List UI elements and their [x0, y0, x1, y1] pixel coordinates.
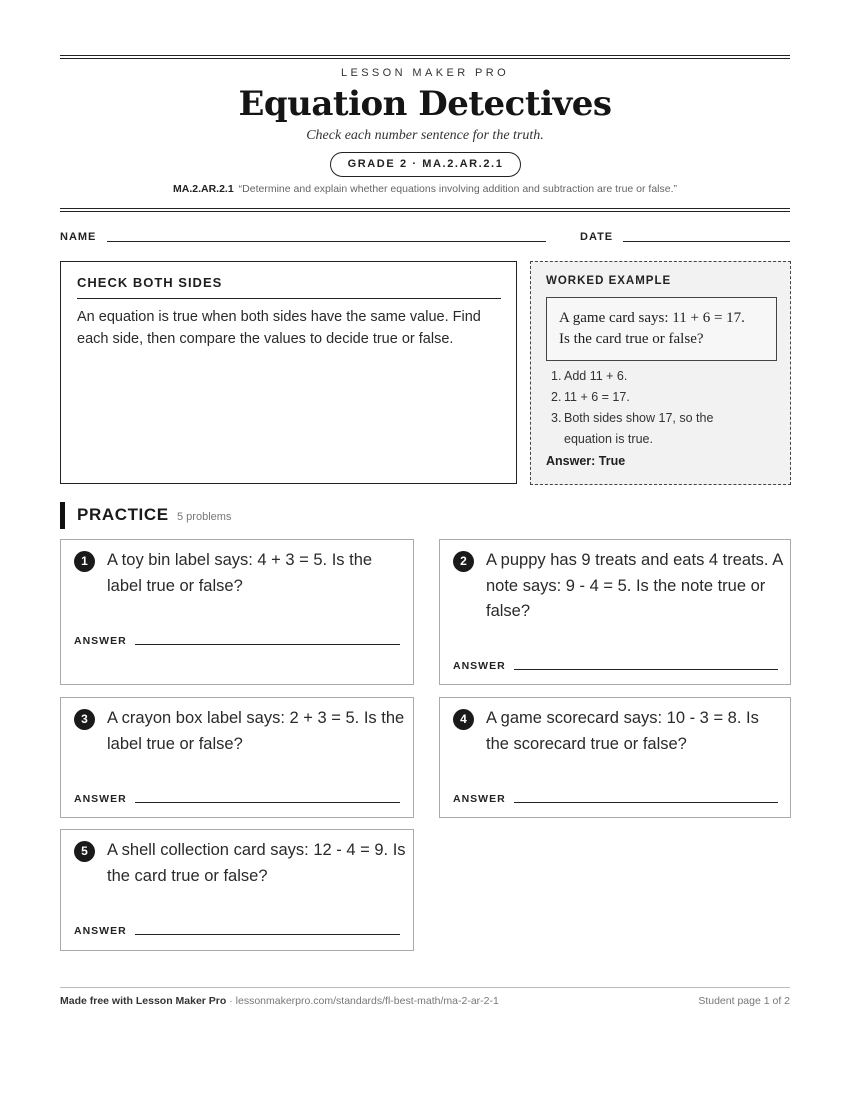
step-number: 1.	[551, 369, 562, 383]
problem-card-1	[60, 539, 414, 685]
name-field[interactable]	[107, 241, 546, 242]
grade-standard-badge: GRADE 2 · MA.2.AR.2.1	[330, 152, 521, 177]
check-both-sides-box	[60, 261, 517, 484]
footer-separator: ·	[226, 995, 236, 1007]
answer-field[interactable]	[135, 934, 400, 935]
problem-number-badge: 3	[74, 709, 95, 730]
step-number: 2.	[551, 390, 562, 404]
problem-number-badge: 5	[74, 841, 95, 862]
problem-card-4	[439, 697, 791, 818]
footer-page-number: Student page 1 of 2	[698, 995, 790, 1007]
answer-label: ANSWER	[453, 793, 506, 805]
worked-example-prompt	[546, 297, 777, 361]
worked-example-step	[551, 387, 751, 408]
worked-example-box	[530, 261, 791, 485]
problem-text: A crayon box label says: 2 + 3 = 5. Is the label true or false?	[107, 709, 405, 753]
date-label: DATE	[580, 231, 614, 243]
step-text: Both sides show 17, so the equation is true.	[564, 411, 714, 446]
practice-problem-count: 5 problems	[177, 511, 232, 523]
practice-heading: PRACTICE	[77, 505, 169, 524]
info-box-body: An equation is true when both sides have the same value. Find each side, then compare the values to decide true or false.	[77, 309, 481, 347]
header-top-rule-inner	[60, 58, 790, 59]
brand-name: LESSON MAKER PRO	[340, 67, 510, 79]
step-number: 3.	[551, 411, 562, 425]
problem-text: A puppy has 9 treats and eats 4 treats. A note says: 9 - 4 = 5. Is the note true or false?	[486, 551, 783, 620]
standard-text: “Determine and explain whether equations involving addition and subtraction are true or false.”	[238, 183, 678, 195]
header-top-rule	[60, 55, 790, 56]
standard-description	[0, 183, 850, 195]
problem-number-badge: 4	[453, 709, 474, 730]
info-box-divider	[77, 298, 501, 299]
footer-url-link[interactable]: lessonmakerpro.com/standards/fl-best-math/ma-2-ar-2-1	[235, 995, 499, 1007]
answer-label: ANSWER	[74, 925, 127, 937]
info-box-heading: CHECK BOTH SIDES	[77, 275, 223, 290]
answer-field[interactable]	[135, 644, 400, 645]
worked-example-prompt-line-2: Is the card true or false?	[559, 331, 704, 347]
date-field[interactable]	[623, 241, 790, 242]
step-text: 11 + 6 = 17.	[564, 390, 630, 404]
problem-card-3	[60, 697, 414, 818]
problem-text: A shell collection card says: 12 - 4 = 9. Is the card true or false?	[107, 841, 406, 885]
worked-example-prompt-line-1: A game card says: 11 + 6 = 17.	[559, 310, 745, 326]
footer-rule	[60, 987, 790, 988]
answer-label: ANSWER	[453, 660, 506, 672]
footer-made-with: Made free with Lesson Maker Pro	[60, 995, 227, 1007]
worked-example-step	[551, 408, 751, 450]
name-label: NAME	[60, 231, 97, 243]
problem-text: A toy bin label says: 4 + 3 = 5. Is the label true or false?	[107, 551, 373, 595]
footer-credit	[60, 995, 499, 1007]
worked-example-heading: WORKED EXAMPLE	[546, 275, 672, 287]
answer-field[interactable]	[514, 802, 778, 803]
worksheet-title: Equation Detectives	[238, 84, 612, 124]
problem-card-5	[60, 829, 414, 951]
practice-accent-bar	[60, 502, 65, 529]
header-bottom-rule-inner	[60, 211, 790, 212]
worksheet-subtitle: Check each number sentence for the truth.	[306, 128, 544, 143]
answer-label: ANSWER	[74, 635, 127, 647]
answer-label: ANSWER	[74, 793, 127, 805]
worked-example-answer: Answer: True	[546, 454, 626, 468]
step-text: Add 11 + 6.	[564, 369, 628, 383]
problem-number-badge: 2	[453, 551, 474, 572]
problem-text: A game scorecard says: 10 - 3 = 8. Is the scorecard true or false?	[486, 709, 759, 753]
answer-field[interactable]	[514, 669, 778, 670]
problem-number-badge: 1	[74, 551, 95, 572]
header-bottom-rule	[60, 208, 790, 209]
worked-example-steps	[551, 366, 751, 450]
standard-code: MA.2.AR.2.1	[172, 183, 234, 195]
answer-field[interactable]	[135, 802, 400, 803]
problem-card-2	[439, 539, 791, 685]
worked-example-step	[551, 366, 751, 387]
